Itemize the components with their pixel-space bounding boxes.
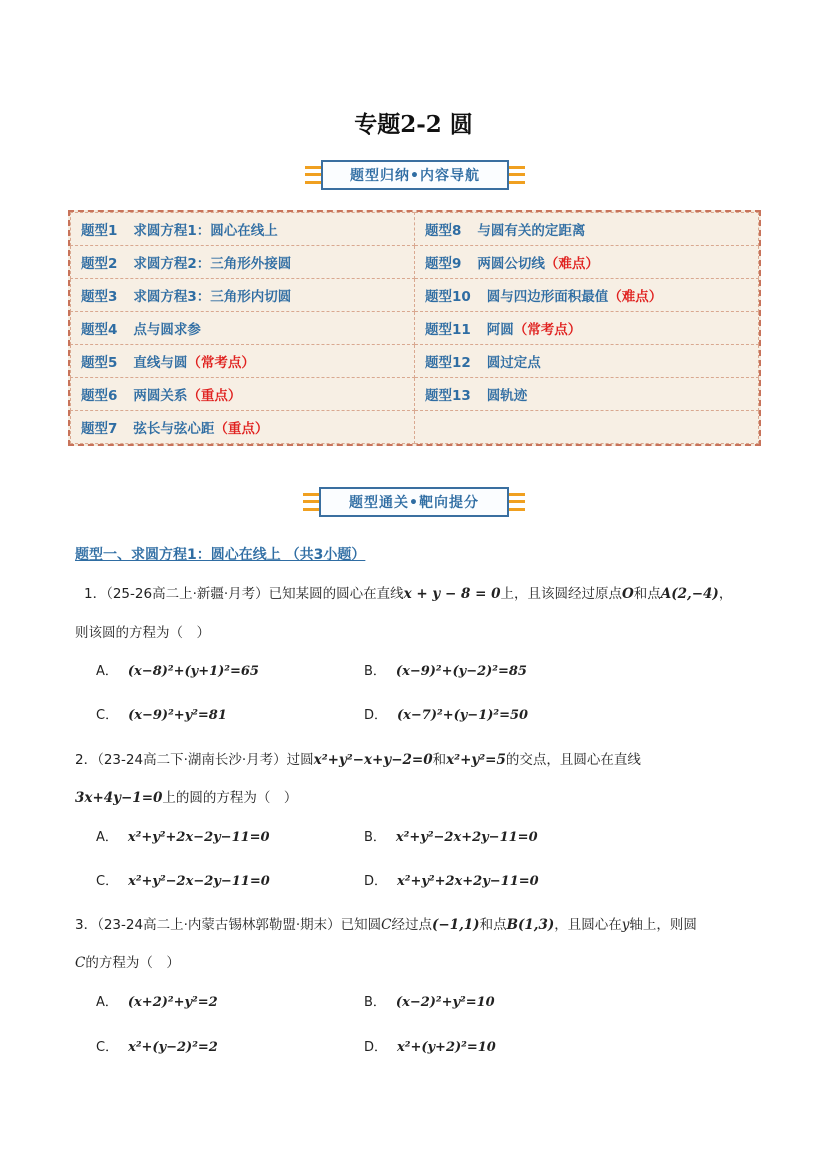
nav-item[interactable] (415, 279, 759, 312)
q3-option-b[interactable] (364, 991, 495, 1010)
nav-item-number: 题型8 (425, 223, 462, 239)
nav-row (71, 246, 759, 279)
nav-row (71, 411, 759, 444)
q3-option-a[interactable] (96, 991, 218, 1010)
nav-banner-box (321, 160, 509, 190)
nav-item-number: 题型11 (425, 322, 471, 338)
nav-item[interactable] (71, 312, 415, 345)
q2-text3: 的交点，且圆心在直线 (505, 752, 641, 768)
nav-item-number: 题型12 (425, 355, 471, 371)
nav-item[interactable] (71, 213, 415, 246)
option-label: C． (96, 1040, 119, 1055)
q1-line2: 则该圆的方程为（ ） (75, 625, 210, 641)
nav-item-number: 题型4 (81, 322, 118, 338)
option-value: x²+y²+2x−2y−11=0 (127, 830, 270, 845)
nav-item-tag: （常考点） (513, 322, 582, 338)
section-heading: 题型一、求圆方程1：圆心在线上 （共3小题） (75, 547, 366, 563)
nav-item-label: 直线与圆 (133, 355, 188, 371)
nav-item-tag: （重点） (214, 421, 269, 437)
option-label: A． (96, 664, 118, 679)
q1-text3: 和点 (633, 586, 661, 602)
option-label: A． (96, 995, 118, 1010)
option-label: D． (364, 1040, 388, 1055)
nav-item-tag: （重点） (187, 388, 242, 404)
q3-text5: 轴上，则圆 (629, 917, 697, 933)
option-value: x²+(y+2)²=10 (397, 1040, 496, 1055)
q2-option-d[interactable] (364, 870, 539, 889)
nav-item-number: 题型10 (425, 289, 471, 305)
q2-text2: 和 (432, 752, 447, 768)
nav-item-number: 题型5 (81, 355, 118, 371)
q1-option-d[interactable] (364, 704, 528, 723)
banner-deco-left-icon (303, 493, 319, 511)
q1-option-c[interactable] (96, 704, 227, 723)
nav-item-label: 圆与四边形面积最值 (486, 289, 609, 305)
q1-line-eq: x + y − 8 = 0 (403, 586, 501, 602)
q2-text4: 上的圆的方程为（ ） (162, 790, 298, 806)
banner-deco-right-icon (509, 493, 525, 511)
q3-text6: 的方程为（ ） (85, 955, 180, 971)
option-label: C． (96, 708, 119, 723)
nav-item-label: 圆轨迹 (486, 388, 528, 404)
nav-item-tag: （难点） (608, 289, 663, 305)
nav-row (71, 345, 759, 378)
option-label: B． (364, 995, 386, 1010)
nav-item-label: 两圆公切线 (477, 256, 545, 272)
q3-text3: 和点 (479, 917, 507, 933)
nav-item-label: 求圆方程2：三角形外接圆 (133, 256, 292, 272)
option-label: C． (96, 874, 119, 889)
nav-item-label: 阿圆 (486, 322, 514, 338)
q3-point-b: B(1,3) (506, 917, 555, 933)
nav-row (71, 312, 759, 345)
q1-text4: ， (718, 586, 733, 602)
option-label: A． (96, 830, 118, 845)
nav-banner (305, 157, 525, 193)
nav-item-number: 题型7 (81, 421, 118, 437)
q1-text2: 上，且该圆经过原点 (500, 586, 622, 602)
banner-deco-left-icon (305, 166, 321, 184)
question-1 (84, 582, 732, 602)
q3-circle-c: C (381, 917, 392, 933)
option-value: (x−9)²+y²=81 (128, 708, 227, 723)
nav-item[interactable] (71, 246, 415, 279)
q3-text: 3．（23-24高二上·内蒙古锡林郭勒盟·期末）已知圆 (75, 917, 382, 933)
q2-option-b[interactable] (364, 826, 538, 845)
q2-option-c[interactable] (96, 870, 270, 889)
q3-option-c[interactable] (96, 1036, 218, 1055)
practice-banner-box (319, 487, 509, 517)
option-value: x²+y²+2x+2y−11=0 (397, 874, 539, 889)
q3-option-d[interactable] (364, 1036, 496, 1055)
nav-item[interactable] (71, 345, 415, 378)
q3-text2: 经过点 (391, 917, 432, 933)
nav-item[interactable] (71, 411, 415, 444)
nav-item-number: 题型2 (81, 256, 118, 272)
nav-item-label: 圆过定点 (486, 355, 541, 371)
q2-option-a[interactable] (96, 826, 270, 845)
q2-eq2: x²+y²=5 (446, 752, 506, 768)
page-title: 专题2-2 圆 (354, 111, 473, 138)
option-label: B． (364, 664, 386, 679)
option-value: (x−9)²+(y−2)²=85 (395, 664, 527, 679)
topic-nav-table (68, 210, 761, 446)
option-value: x²+y²−2x+2y−11=0 (395, 830, 538, 845)
q2-line-eq: 3x+4y−1=0 (75, 790, 163, 806)
option-value: (x+2)²+y²=2 (127, 995, 218, 1010)
nav-empty-cell (415, 411, 759, 444)
q3-point1: (−1,1) (432, 917, 480, 933)
nav-item[interactable] (71, 279, 415, 312)
q3-line2 (75, 951, 180, 971)
nav-item[interactable] (415, 246, 759, 279)
nav-item[interactable] (415, 213, 759, 246)
q3-circle-c: C (75, 955, 86, 971)
nav-row (71, 213, 759, 246)
nav-item-number: 题型9 (425, 256, 462, 272)
nav-item-label: 两圆关系 (133, 388, 188, 404)
nav-item[interactable] (415, 378, 759, 411)
nav-item-number: 题型1 (81, 223, 118, 239)
nav-row (71, 279, 759, 312)
option-label: D． (364, 874, 388, 889)
q2-eq1: x²+y²−x+y−2=0 (313, 752, 433, 768)
q2-line2 (75, 786, 297, 806)
option-value: (x−2)²+y²=10 (395, 995, 495, 1010)
nav-item-label: 求圆方程3：三角形内切圆 (133, 289, 292, 305)
option-label: D． (364, 708, 388, 723)
question-3 (75, 913, 697, 933)
nav-item-number: 题型3 (81, 289, 118, 305)
nav-item-label: 弦长与弦心距 (133, 421, 215, 437)
question-2 (75, 748, 641, 768)
q1-point-a: A(2,−4) (660, 586, 719, 602)
option-value: (x−8)²+(y+1)²=65 (127, 664, 259, 679)
nav-item-tag: （难点） (544, 256, 599, 272)
nav-item[interactable] (415, 345, 759, 378)
nav-item-label: 求圆方程1：圆心在线上 (133, 223, 278, 239)
banner-deco-right-icon (509, 166, 525, 184)
nav-banner-label: 题型归纳•内容导航 (350, 168, 480, 184)
q3-text4: ，且圆心在 (554, 917, 622, 933)
q1-option-a[interactable] (96, 660, 259, 679)
nav-item-label: 与圆有关的定距离 (477, 223, 586, 239)
nav-item-label: 点与圆求参 (133, 322, 201, 338)
nav-item[interactable] (415, 312, 759, 345)
option-value: x²+y²−2x−2y−11=0 (128, 874, 270, 889)
nav-item-number: 题型6 (81, 388, 118, 404)
nav-item-number: 题型13 (425, 388, 471, 404)
nav-row (71, 378, 759, 411)
q3-axis-y: y (621, 917, 630, 933)
nav-item-tag: （常考点） (187, 355, 255, 371)
nav-item[interactable] (71, 378, 415, 411)
option-label: B． (364, 830, 386, 845)
q1-option-b[interactable] (364, 660, 527, 679)
option-value: x²+(y−2)²=2 (128, 1040, 218, 1055)
q1-point-o: O (621, 586, 634, 602)
q1-text: 1．（25-26高二上·新疆·月考）已知某圆的圆心在直线 (84, 586, 404, 602)
option-value: (x−7)²+(y−1)²=50 (397, 708, 529, 723)
practice-banner (303, 484, 525, 520)
practice-banner-label: 题型通关•靶向提分 (349, 495, 479, 511)
q2-text: 2．（23-24高二下·湖南长沙·月考）过圆 (75, 752, 314, 768)
